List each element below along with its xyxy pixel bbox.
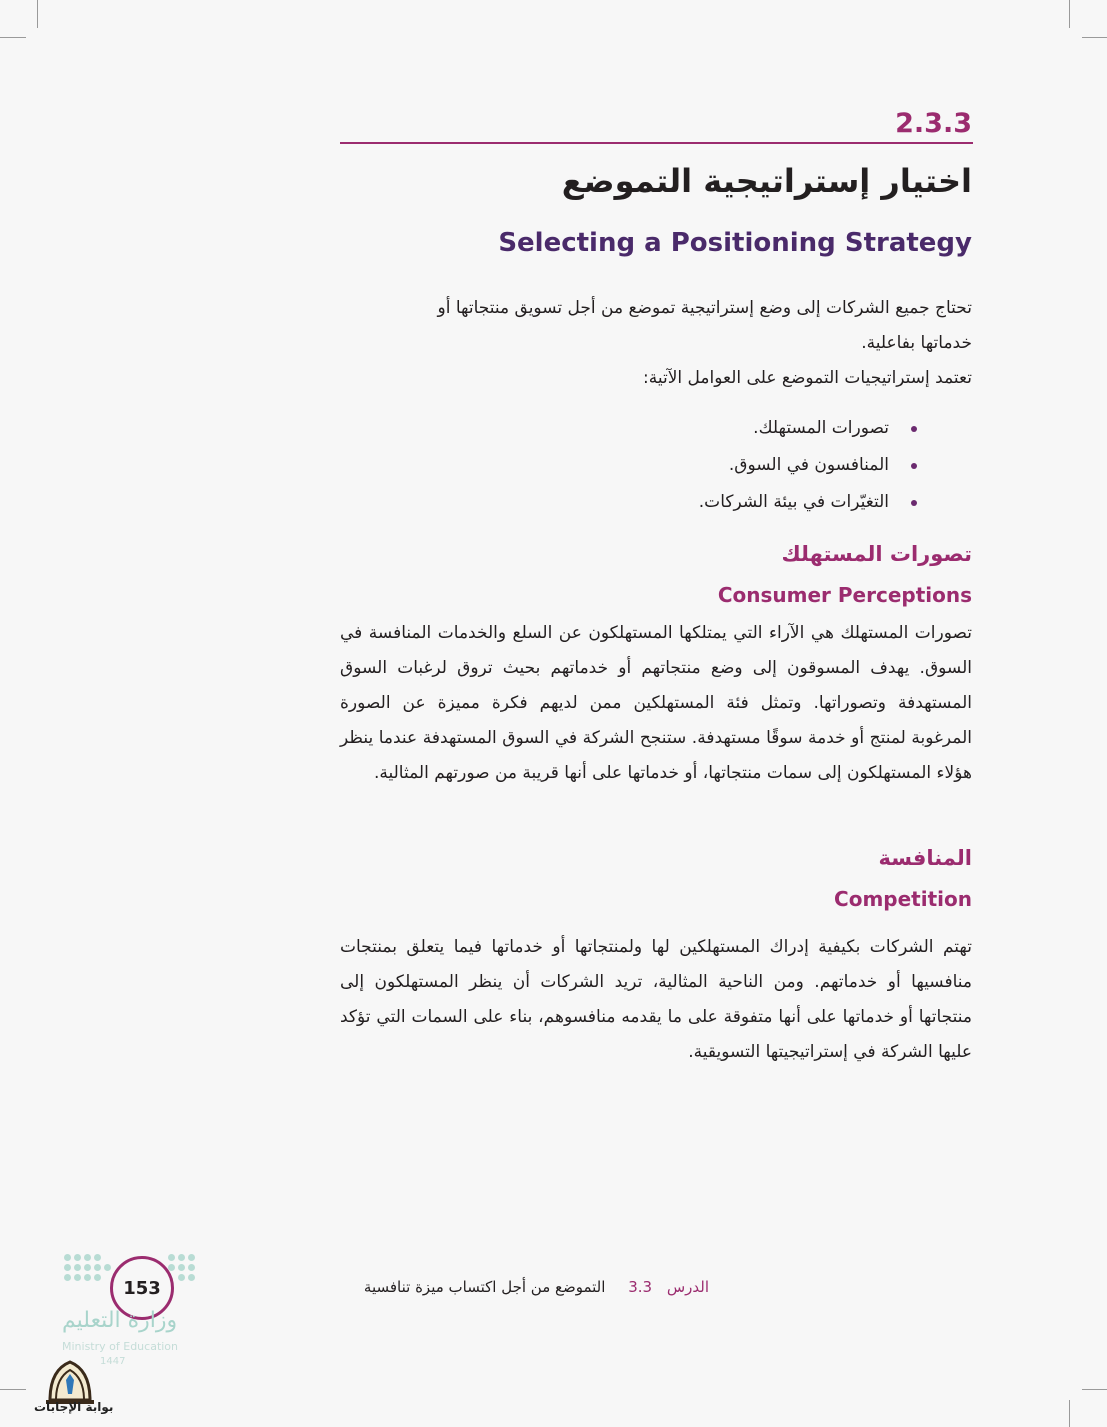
crop-mark (0, 1389, 26, 1390)
section-title-english: Selecting a Positioning Strategy (498, 228, 972, 258)
competition-heading-english: Competition (834, 887, 972, 911)
competition-paragraph: تهتم الشركات بكيفية إدراك المستهلكين لها ولمنتجاتها أو خدماتها فيما يتعلق بمنتجات منافسيها أو خدماتهم. ومن الناحية المثالية، تريد الشركات أن ينظر المستهلكون إلى منتجاتها أو خدماتها على أنها متفوقة على ما يقدمه منافسوهم، بناء على السمات التي تؤكد عليها الشركة في إستراتيجيتها التسويقية. (340, 937, 972, 1062)
ministry-name-english: Ministry of Education (62, 1340, 179, 1353)
lesson-number: 3.3 (628, 1278, 653, 1296)
section-title-arabic: اختيار إستراتيجية التموضع (561, 162, 972, 200)
lesson-title: التموضع من أجل اكتساب ميزة تنافسية (363, 1278, 606, 1296)
crop-mark (1069, 0, 1070, 28)
factors-list (699, 410, 917, 521)
list-item: تصورات المستهلك. (699, 410, 917, 447)
watermark-mosque-icon (30, 1350, 110, 1427)
consumer-paragraph: تصورات المستهلك هي الآراء التي يمتلكها المستهلكون عن السلع والخدمات المنافسة في السوق. يهدف المسوقون إلى وضع منتجاتهم أو خدماتهم بحيث تروق لرغبات السوق المستهدفة وتصوراتها. وتمثل فئة المستهلكين ممن لديهم فكرة مميزة عن الصورة المرغوبة لمنتج أو خدمة سوقًا مستهدفة. ستنجح الشركة في السوق المستهدفة عندما ينظر هؤلاء المستهلكون إلى سمات منتجاتها، أو خدماتها على أنها قريبة من صورتهم المثالية. (340, 623, 972, 783)
intro-line-3: تعتمد إستراتيجيات التموضع على العوامل الآتية: (643, 368, 972, 388)
consumer-heading-arabic: تصورات المستهلك (781, 542, 972, 566)
list-item: التغيّرات في بيئة الشركات. (699, 484, 917, 521)
section-number: 2.3.3 (895, 108, 972, 139)
crop-mark (1082, 1389, 1107, 1390)
footer-lesson (364, 1278, 709, 1296)
crop-mark (1069, 1400, 1070, 1427)
lesson-label: الدرس (666, 1278, 709, 1296)
crop-mark (1082, 37, 1107, 38)
watermark-text: بوابة الإجابات (34, 1400, 114, 1414)
crop-mark (37, 0, 38, 28)
crop-mark (0, 37, 26, 38)
intro-line-1: تحتاج جميع الشركات إلى وضع إستراتيجية تموضع من أجل تسويق منتجاتها أو (437, 298, 972, 318)
intro-line-2: خدماتها بفاعلية. (861, 333, 972, 353)
page-number: 153 (110, 1256, 174, 1320)
ministry-year: 1447 (100, 1356, 126, 1367)
competition-heading-arabic: المنافسة (878, 846, 972, 870)
consumer-heading-english: Consumer Perceptions (717, 583, 972, 607)
section-divider (340, 142, 973, 144)
ministry-name-arabic: وزارة التعليم (62, 1308, 178, 1333)
list-item: المنافسون في السوق. (699, 447, 917, 484)
